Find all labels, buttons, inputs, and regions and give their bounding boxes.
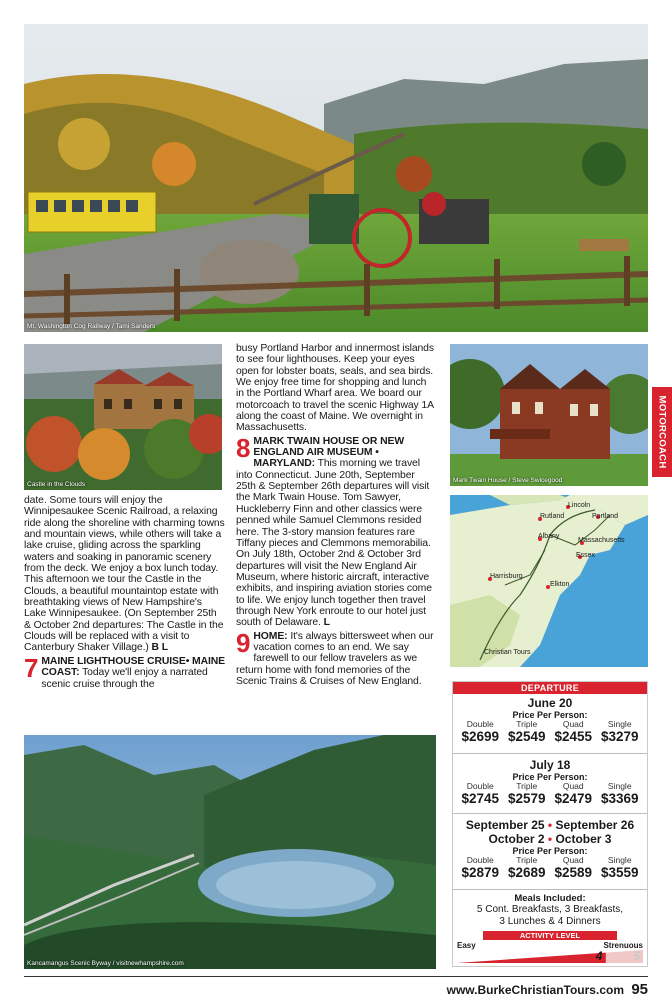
map-label-elkton: Elkton <box>550 581 570 588</box>
kancamangus-byway-photo <box>24 735 436 969</box>
activity-level-wedge <box>457 950 643 963</box>
day9-text: It's always bittersweet when our vacation comes to an end. We say farewell to our fellow travelers as we return home with fond memories of the Scenic Trains & Cruises of New England. <box>236 630 434 687</box>
day8-text: This morning we travel into Connecticut. June 20th, September 25th & September 26th departures will visit the Mark Twain House. Tom Sawyer, Huckleberry Finn and other classics were penned while Samuel Clemmons resided here. The 3-story mansion features rare Tiffany pieces and Clemmons memorabilia. On July 18th, October 2nd & October 3rd departures will visit the New England Air Museum, where historic aircraft, interactive exhibits, and inspiring aviation stories come to life. We enjoy lunch together then travel through New York enroute to our hotel just south of Delaware. <box>236 458 432 629</box>
price-triple: $2689 <box>507 865 546 880</box>
departure-header: DEPARTURE <box>453 682 647 694</box>
price-quad: $2455 <box>554 729 593 744</box>
room-type-single: Single <box>607 855 632 865</box>
day8-entry <box>236 432 436 629</box>
price-single: $3369 <box>600 791 639 806</box>
photo-credit: Mark Twain House / Steve Swicegood <box>453 477 563 484</box>
departure-block-fall <box>453 814 647 890</box>
map-label-christian-tours: Christian Tours <box>484 649 531 656</box>
footer-divider <box>24 976 648 977</box>
activity-level-max: 5 <box>633 949 640 963</box>
map-label-rutland: Rutland <box>540 513 565 520</box>
activity-level-fill <box>457 953 606 963</box>
room-type-single: Single <box>607 719 632 729</box>
activity-strenuous-label: Strenuous <box>603 941 643 950</box>
room-type-triple: Triple <box>516 719 538 729</box>
room-type-quad: Quad <box>562 855 584 865</box>
meals-line-1: 5 Cont. Breakfasts, 3 Breakfasts, <box>476 904 624 915</box>
departure-date: September 26 <box>555 818 635 832</box>
room-type-double: Double <box>466 719 494 729</box>
footer-website[interactable]: www.BurkeChristianTours.com <box>446 983 624 997</box>
cog-railway-photo <box>24 24 648 332</box>
day9-entry <box>236 627 436 688</box>
map-label-portland: Portland <box>592 513 619 520</box>
price-per-person-label: Price Per Person: <box>512 846 588 856</box>
price-per-person-label: Price Per Person: <box>512 710 588 720</box>
room-type-quad: Quad <box>562 781 584 791</box>
page-number: 95 <box>631 981 648 998</box>
bullet-separator: • <box>547 818 553 832</box>
price-double: $2745 <box>461 791 500 806</box>
departure-block-july <box>453 754 647 814</box>
day7-entry <box>24 652 226 690</box>
day7-number: 7 <box>24 652 39 683</box>
day6-meals: B L <box>151 642 168 654</box>
day8-title: MARK TWAIN HOUSE OR NEW ENGLAND AIR MUSEUM • MARYLAND: <box>253 435 405 470</box>
room-type-quad: Quad <box>562 719 584 729</box>
price-grid <box>453 782 647 806</box>
day6-continued-text: date. Some tours will enjoy the Winnipesaukee Scenic Railroad, a relaxing ride along the shoreline with charming towns and mountain views, while others will take a lake cruise, gliding across the sparkling waters and soaking in panoramic scenery from the deck. We enjoy a box lunch today. This afternoon we tour the Castle in the Clouds, a beautiful mountaintop estate with breathtaking views of New Hampshire's Lake Winnipesaukee. (On September 25th & October 2nd departures: The Castle in the Clouds will be replaced with a visit to Canterbury Shaker Village.) <box>24 495 225 654</box>
price-per-person-label: Price Per Person: <box>512 772 588 782</box>
departure-dates-line-2 <box>453 832 647 846</box>
motorcoach-tab <box>652 387 672 477</box>
price-double: $2699 <box>461 729 500 744</box>
departure-date: September 25 <box>465 818 545 832</box>
meals-included <box>453 893 647 928</box>
pricing-panel <box>452 681 648 967</box>
price-grid <box>453 720 647 744</box>
activity-easy-label: Easy <box>457 941 476 950</box>
activity-level-header: ACTIVITY LEVEL <box>483 931 617 940</box>
room-type-triple: Triple <box>516 855 538 865</box>
meals-line-2: 3 Lunches & 4 Dinners <box>499 916 601 927</box>
price-triple: $2579 <box>507 791 546 806</box>
day9-title: HOME: <box>253 630 288 642</box>
price-triple: $2549 <box>507 729 546 744</box>
price-grid <box>453 856 647 880</box>
price-double: $2879 <box>461 865 500 880</box>
map-label-albany: Albany <box>538 533 560 540</box>
room-type-double: Double <box>466 781 494 791</box>
activity-level-scale <box>457 940 643 964</box>
room-type-double: Double <box>466 855 494 865</box>
map-label-massachusetts: Massachusetts <box>578 537 625 544</box>
route-map <box>450 495 648 667</box>
departure-block-june <box>453 694 647 754</box>
meals-title: Meals Included: <box>514 893 586 904</box>
price-quad: $2479 <box>554 791 593 806</box>
bullet-separator: • <box>547 832 553 846</box>
departure-date: July 18 <box>529 758 571 772</box>
price-quad: $2589 <box>554 865 593 880</box>
day7-text: Today we'll enjoy a narrated scenic cruise through the <box>41 667 208 690</box>
itinerary-column-1 <box>24 495 226 690</box>
photo-credit: Castle in the Clouds <box>27 481 86 488</box>
departure-date: October 3 <box>555 832 612 846</box>
departure-date: October 2 <box>488 832 545 846</box>
price-single: $3559 <box>600 865 639 880</box>
room-type-single: Single <box>607 781 632 791</box>
day7-continued-text: busy Portland Harbor and innermost islands to see four lighthouses. Keep your eyes open for lobster boats, seals, and sea birds. We enjoy free time for shopping and lunch in the Portland Wharf area. We board our motorcoach to travel the scenic Highway 1A along the coast of Maine. We overnight in Massachusetts. <box>236 343 434 434</box>
departure-date: June 20 <box>527 696 573 710</box>
day9-number: 9 <box>236 627 251 658</box>
castle-in-the-clouds-photo <box>24 344 222 490</box>
day8-meals: L <box>323 617 330 629</box>
map-label-harrisburg: Harrisburg <box>490 573 523 580</box>
mark-twain-house-photo <box>450 344 648 486</box>
departure-dates-line-1 <box>453 818 647 832</box>
photo-credit: Mt. Washington Cog Railway / Tami Sanders <box>27 323 156 330</box>
activity-level-value: 4 <box>595 949 603 963</box>
map-label-lincoln: Lincoln <box>568 502 591 509</box>
itinerary-column-2 <box>236 343 436 687</box>
photo-credit: Kancamangus Scenic Byway / visitnewhampshire.com <box>27 960 184 967</box>
day7-title: MAINE LIGHTHOUSE CRUISE• MAINE COAST: <box>41 655 226 679</box>
map-label-essex: Essex <box>576 552 596 559</box>
price-single: $3279 <box>600 729 639 744</box>
motorcoach-tab-label: MOTORCOACH <box>656 395 668 469</box>
room-type-triple: Triple <box>516 781 538 791</box>
day8-number: 8 <box>236 432 251 463</box>
